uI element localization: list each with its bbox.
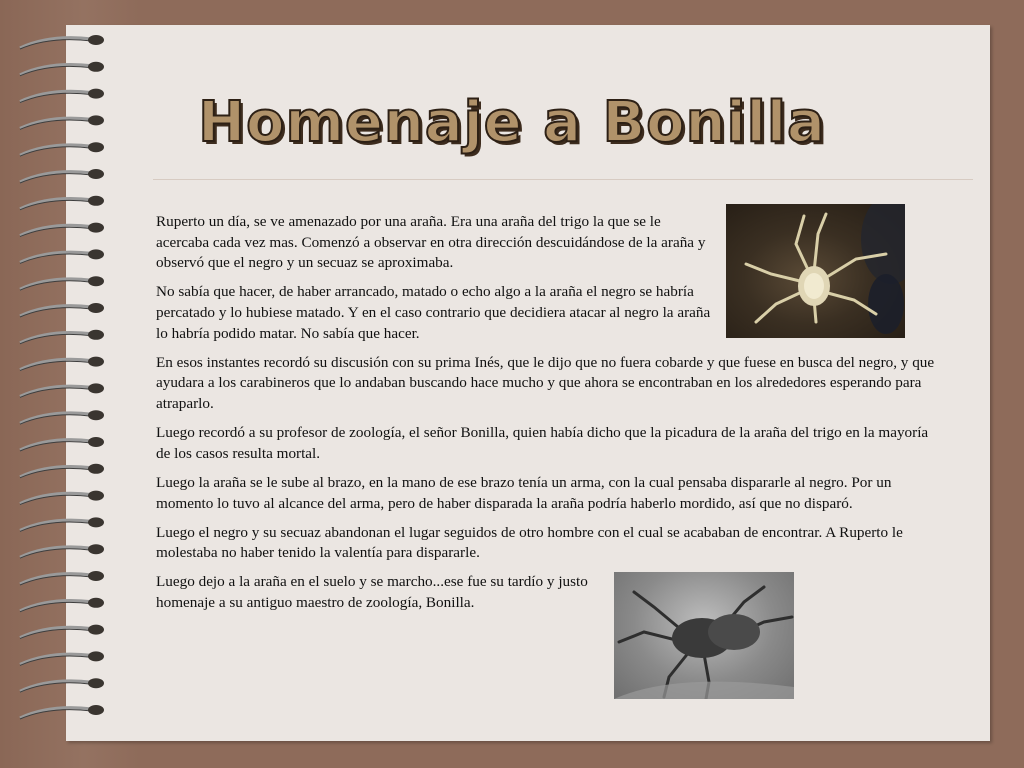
spiral-ring-icon bbox=[20, 517, 104, 531]
wheat-spider-photo bbox=[726, 204, 905, 338]
spiral-ring-icon bbox=[20, 598, 104, 612]
paragraph-3: En esos instantes recordó su discusión con su prima Inés, que le dijo que no fuera cobarde y que fuese en busca del negro, y que ayudara a los carabineros que lo andaban buscando hace mucho y que ahora se encontraban en los alrededores esperando para atraparlo. bbox=[156, 353, 935, 412]
spiral-ring-icon bbox=[20, 303, 104, 317]
spiral-ring-icon bbox=[20, 678, 104, 692]
spiral-ring-icon bbox=[20, 437, 104, 451]
spiral-ring-icon bbox=[20, 544, 104, 558]
title-divider bbox=[153, 179, 973, 180]
spiral-ring-icon bbox=[20, 625, 104, 639]
spiral-ring-icon bbox=[20, 62, 104, 76]
spiral-ring-icon bbox=[20, 651, 104, 665]
paragraph-2: No sabía que hacer, de haber arrancado, matado o echo algo a la araña el negro se habría percatado y lo hubiese matado. Y en el caso contrario que decidiera atacar al negro la araña lo habría podido matar. No sabía que hacer. bbox=[156, 283, 711, 342]
spiral-ring-icon bbox=[20, 169, 104, 183]
spiral-ring-icon bbox=[20, 249, 104, 263]
spiral-ring-icon bbox=[20, 330, 104, 344]
spiral-ring-icon bbox=[20, 491, 104, 505]
spiral-ring-icon bbox=[20, 383, 104, 397]
spiral-ring-icon bbox=[20, 196, 104, 210]
spiral-ring-icon bbox=[20, 223, 104, 237]
paragraph-7: Luego dejo a la araña en el suelo y se marcho...ese fue su tardío y justo homenaje a su antiguo maestro de zoología, Bonilla. bbox=[156, 573, 588, 612]
spiral-ring-icon bbox=[20, 357, 104, 371]
paragraph-4: Luego recordó a su profesor de zoología, el señor Bonilla, quien había dicho que la picadura de la araña del trigo en la mayoría de los casos resulta mortal. bbox=[156, 424, 929, 462]
spiral-ring-icon bbox=[20, 276, 104, 290]
spiral-ring-icon bbox=[20, 705, 104, 719]
paragraph-5: Luego la araña se le sube al brazo, en la mano de ese brazo tenía un arma, con la cual pensaba dispararle al negro. Por un momento lo tuvo al alcance del arma, pero de haber disparada la araña podría haberlo mordido, así que no disparó. bbox=[156, 473, 892, 512]
spiral-ring-icon bbox=[20, 571, 104, 585]
paragraph-1: Ruperto un día, se ve amenazado por una araña. Era una araña del trigo la que se le acercaba cada vez mas. Comenzó a observar en otra dirección descuidándose de la araña y observó que el negro y un secuaz se aproximaba. bbox=[156, 213, 706, 272]
spiral-ring-icon bbox=[20, 35, 104, 49]
paragraph-6: Luego el negro y su secuaz abandonan el lugar seguidos de otro hombre con el cual se acababan de encontrar. A Ruperto le molestaba no haber tenido la valentía para dispararle. bbox=[156, 523, 903, 562]
spider-closeup-photo bbox=[614, 572, 794, 699]
page-title: Homenaje a Bonilla bbox=[198, 90, 826, 155]
spiral-ring-icon bbox=[20, 410, 104, 424]
spiral-ring-icon bbox=[20, 464, 104, 478]
